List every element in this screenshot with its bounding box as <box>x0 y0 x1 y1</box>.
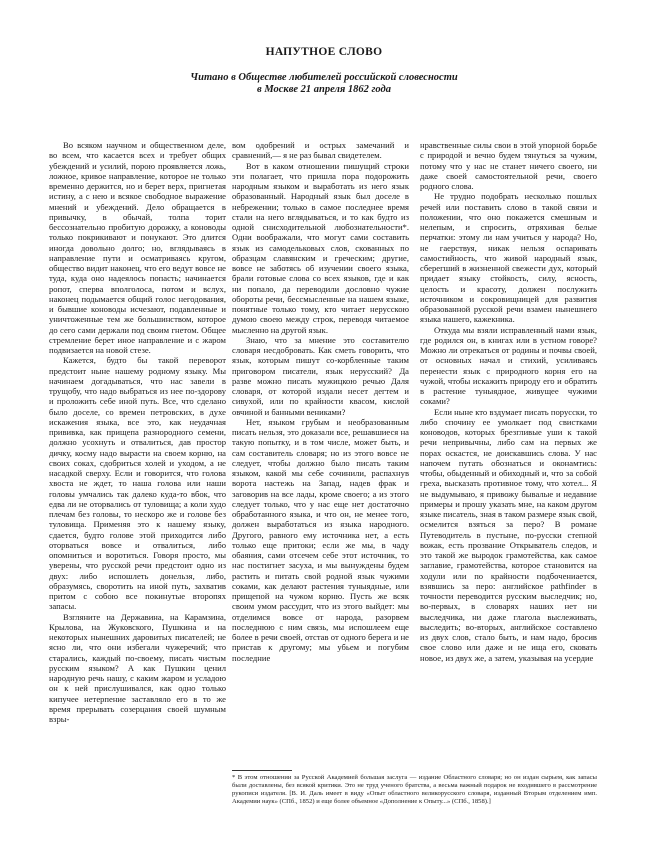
paragraph: Знаю, что за мнение это составителю словаря несдобровать. Как сметь говорить, что язык, которым пишут со-корбленные таким приговором писатели, язык нерусский? Да разве можно писать мужицкою речью Даля словаря, от которой издали несет дегтем и сивухой, или по крайности квасом, кислой овчиной и банными вениками? <box>232 334 409 417</box>
paragraph: Нет, языком грубым и необразованным писать нельзя, это доказали все, решавшиеся на такую попытку, и в том числе, может быть, и сам составитель словаря; но из этого вовсе не следует, чтобы должно было писать таким языком, какой мы себе сочинили, распахнув ворота настежь на Запад, надев фрак и заговорив на все лады, кроме своего; а из этого следует только, что у нас еще нет достаточно обработанного языка, и что он, не менее того, должен выработаться из языка народного. Другого, равного ему источника нет, а есть только еще притоки; если же мы, в чаду обаяния, сами отсечем себе этот источник, то нас постигнет засуха, и мы вынуждены будем растить и питать свой родной язык чужими соками, как делают растения туныядные, или прищепой на чужом корню. Пусть же всяк своим умом рассудит, что из этого выйдет: мы отделимся вовсе от народа, разорвем последнюю с ним связь, мы испошлеем еще более в речи своей, отстав от одного берега и не пристав к другому; мы убьем и погубим последние <box>232 416 409 663</box>
text-column-2 <box>232 140 409 766</box>
paragraph: Откуда мы взяли исправленный нами язык, где родился он, в книгах или в устном говоре? Можно ли отрекаться от родины и почвы своей, от основных начал и стихий, усиливаясь перенести язык с природного корня его на чужой, чтобы искажить природу его и обратить в растение туныядное, живущее чужими соками? <box>420 324 597 407</box>
subtitle-line-2: в Москве 21 апреля 1862 года <box>257 84 391 95</box>
paragraph: вом одобрений и острых замечаний и сравнений,— я не раз бывал свидетелем. <box>232 140 409 161</box>
paragraph: Кажется, будто бы такой переворот предстоит ныне нашему родному языку. Мы начинаем догадываться, что нас завели в трущобу, что надо выбраться из нее по-здорову и проложить себе иной путь. Все, что сделано было доселе, со времен петровских, в духе искажения языка, все это, как неудачная прививка, как прищепа разнородного семени, должно усохнуть и отвалиться, дав простор дичку, косму надо вырасти на своем корню, на своих соках, сдобриться холей и уходом, а не насадкой сверху. Если и говорится, что голова хвоста не ждет, то наша голова или наши головы умчались так далеко куда-то вбок, что едва ли не оторвались от туловища; а коли худо плечам без головы, то нескоро же и голове без туловища. Применяя это к нашему языку, сдается, будто голове этой приходится либо оторваться вовсе и отвалиться, либо опомниться и воротиться. Говоря просто, мы уверены, что русской речи предстоит одно из двух: либо испошлеть донельзя, либо, образумясь, своротить на иной путь, захватив притом с собою все покинутые второпях запасы. <box>49 355 226 612</box>
article-title: НАПУТНОЕ СЛОВО <box>265 46 383 58</box>
footnote: * В этом отношении за Русской Академией большая заслуга — издание Областного словаря; но он издан сырьем, как запасы были доставлены, без всякой критики. Это не труд ученого братства, а весьма важный подарок не входившего в рассмотрение рукописи издателя. [В. И. Даль имеет в виду «Опыт областного великорусского словаря, изданный Вторым отделением имп. Академии наук» (СПб., 1852) и еще более объемное «Дополнение к Опыту...» (СПб., 1858).] <box>232 774 597 806</box>
footnote-divider <box>232 770 292 771</box>
article-subtitle <box>0 72 648 96</box>
paragraph: Вот в каком отношении пишущий строки эти полагает, что пришла пора подорожить народным языком и выработать из него язык образованный. Народный язык был доселе в небрежении; только в самое последнее время стали на него вглядываться, и то как будто из одной снисходительной любознательности*. Одни воображали, что могут сами составить язык из самодельковых слов, скованных по образцам славянским и греческим; другие, вовсе не заботясь об изучении своего языка, брали готовые слова со всех языков, где и как ни попало, да переводили дословно чужие обороты речи, бессмысленные на нашем языке, понятные только тому, кто читает нерусскою думою своею между строк, переводя читаемое мысленно на другой язык. <box>232 160 409 335</box>
subtitle-line-1: Читано в Обществе любителей российской словесности <box>190 72 458 83</box>
paragraph: нравственные силы свои в этой упорной борьбе с природой и вечно будем тянуться за чужим, потому что у нас не станет ничего своего, ни даже своей самостоятельной речи, своего родного слова. <box>420 140 597 191</box>
paragraph: Не трудно подобрать несколько пошлых речей или поставить слово в такой связи и положении, что оно покажется смешным и нелепым, и спросить, отряхивая белые перчатки: этому ли нам учиться у народа? Но, не гаерствуя, никак нельзя оспаривать самостийность, что живой народный язык, сберегший в жизненной свежести дух, который придает языку стойкость, силу, ясность, целость и красоту, должен послужить источником и сокровищницей для развития образованной русской речи взамен нынешнего языка нашего, кажекника. <box>420 191 597 325</box>
text-column-3 <box>420 140 597 766</box>
text-column-1 <box>49 140 226 848</box>
paragraph: Во всяком научном и общественном деле, во всем, что касается всех и требует общих убеждений и усилий, порою проявляется ложь, ложное, кривое направление, которое не только временно держится, но и берет верх, пригнетая истину, а с нею и всякое свободное выражение мнений и убеждений. Дело обращается в привычку, в обычай, толпа торит бессознательно пробитую дорожку, а коноводы только покрикивают и понукают. Это длится иногда довольно долго; но, вглядываясь в направление пути и осматриваясь кругом, общество видит наконец, что его ведут вовсе не туда, куда оно надеялось попасть; начинается ропот, сперва вполголоса, потом и вслух, наконец подымается общий голос негодования, и бывшие коноводы исчезают, подавленные и уничтоженные тем же большинством, которое до сего сами держали под своим гнетом. Общее стремление берет иное направление и с жаром подвизается на новой стезе. <box>49 140 226 355</box>
paragraph: Если ныне кто вздумает писать порусски, то либо спочину ее умолкает под свистками коноводов, которых брезгливые уши к такой речи непривычны, либо сам на первых же порах оскастся, не доискавшись слова. У нас напочем путать обознаться и оконамтись: чтобы, обыденный и обиходный и, что за собой греха, высказать противное тому, что хотел... Я не выдумываю, я привожу бывалые и недавние примеры и прошу указать мне, на каком другом языке писатель, зная в таком размере язык свой, осмелится взяться за перо? В романе Путеводитель в пустыне, по-русски степной вожак, есть прозвание Открыватель следов, и это такой же выродок грамотейства, как самое заглавие, грамотейства, которое становится на ходули или по крайности подбочениается, взявшись за перо: английское pathfinder в точности переводится русским выследчик; но, во-первых, в словарях наших нет ни выследчика, ни даже глагола выслеживать, выследить; во-вторых, английское составлено из двух слов, стало быть, и нам надо, бросив свое слово или даже и не ища его, сковать новое, из двух же, а затем, указывая на усердие <box>420 406 597 663</box>
paragraph: Взгляните на Державина, на Карамзина, Крылова, на Жуковского, Пушкина и на некоторых нынешних даровитых писателей; не ясно ли, что они избегали чужеречий; что старались, каждый по-своему, писать чистым русским языком? А как Пушкин ценил народную речь нашу, с каким жаром и усладою он к ней прислушивался, как одно только кипучее нетерпение заставляло его в то же время прерывать созерцания своей шумным взры- <box>49 611 226 724</box>
